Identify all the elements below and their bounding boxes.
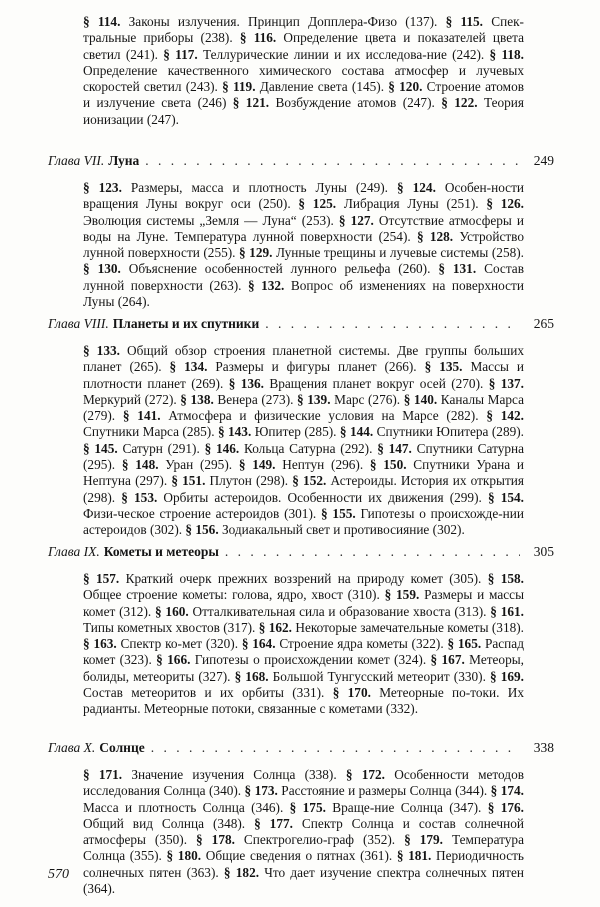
dot-leader <box>145 152 520 169</box>
chapter-heading <box>48 315 554 332</box>
chapter-number: Глава IX. <box>48 544 100 559</box>
toc-paragraph: § 123. Размеры, масса и плотность Луны (249). § 124. Особен-ности вращения Луны вокруг оси (250). § 125. Либрация Луны (251). § 126. Эволюция системы „Земля — Луна“ (253). § 127. Отсутствие атмосферы и воды на Луне. Температура лунной поверхности (254). § 128. Устройство лунной поверхности (255). § 129. Лунные трещины и лучевые системы (258). § 130. Объяснение особенностей лунного рельефа (260). § 131. Состав лунной поверхности (263). § 132. Вопрос об изменениях на поверхности Луны (264). <box>83 180 525 310</box>
chapter-number: Глава VII. <box>48 153 105 168</box>
chapter-heading <box>48 152 554 169</box>
chapter-title: Солнце <box>99 740 145 755</box>
chapter-number: Глава X. <box>48 740 96 755</box>
chapter-page-number: 338 <box>533 740 554 755</box>
toc-paragraph: § 133. Общий обзор строения планетной системы. Две группы больших планет (265). § 134. Размеры и фигуры планет (266). § 135. Массы и плотности планет (269). § 136. Вращения планет вокруг осей (270). § 137. Меркурий (272). § 138. Венера (273). § 139. Марс (276). § 140. Каналы Марса (279). § 141. Атмосфера и физические условия на Марсе (282). § 142. Спутники Марса (285). § 143. Юпитер (285). § 144. Спутники Юпитера (289). § 145. Сатурн (291). § 146. Кольца Сатурна (292). § 147. Спутники Сатурна (295). § 148. Уран (295). § 149. Нептун (296). § 150. Спутники Урана и Нептуна (297). § 151. Плутон (298). § 152. Астероиды. История их открытия (298). § 153. Орбиты астероидов. Особенности их движения (299). § 154. Физи-ческое строение астероидов (301). § 155. Гипотезы о происхожде-нии астероидов (302). § 156. Зодиакальный свет и противосияние (302). <box>83 343 525 538</box>
chapter-title: Луна <box>108 153 140 168</box>
chapter-heading <box>48 543 554 560</box>
toc-paragraph: § 171. Значение изучения Солнца (338). § 172. Особенности методов исследования Солнца (340). § 173. Расстояние и размеры Солнца (344). § 174. Масса и плотность Солнца (346). § 175. Враще-ние Солнца (347). § 176. Общий вид Солнца (348). § 177. Спектр Солнца и состав солнечной атмосферы (350). § 178. Спектрогелио-граф (352). § 179. Температура Солнца (355). § 180. Общие сведения о пятнах (361). § 181. Периодичность солнечных пятен (363). § 182. Что дает изучение спектра солнечных пятен (364). <box>83 767 525 897</box>
dot-leader <box>225 543 520 560</box>
chapter-page-number: 249 <box>533 153 554 168</box>
toc-paragraph: § 157. Краткий очерк прежних воззрений на природу комет (305). § 158. Общее строение кометы: голова, ядро, хвост (310). § 159. Размеры и массы комет (312). § 160. Отталкивательная сила и образование хвоста (313). § 161. Типы кометных хвостов (317). § 162. Некоторые замечательные кометы (318). § 163. Спектр ко-мет (320). § 164. Строение ядра кометы (322). § 165. Распад комет (323). § 166. Гипотезы о происхождении комет (324). § 167. Метеоры, болиды, метеориты (327). § 168. Большой Тунгусский метеорит (330). § 169. Состав метеоритов и их орбиты (331). § 170. Метеорные по-токи. Их радианты. Метеорные потоки, связанные с кометами (332). <box>83 571 525 717</box>
chapter-page-number: 305 <box>533 544 554 559</box>
chapter-number: Глава VIII. <box>48 316 109 331</box>
toc-paragraph: § 114. Законы излучения. Принцип Допплера-Физо (137). § 115. Спек-тральные приборы (238). § 116. Определение цвета и показателей цвета светил (241). § 117. Теллурические линии и их исследова-ние (242). § 118. Определение качественного химического состава атмосфер и лучевых скоростей светил (243). § 119. Давление света (145). § 120. Строение атомов и излучение света (246) § 121. Возбуждение атомов (247). § 122. Теория ионизации (247). <box>83 14 525 127</box>
chapter-title: Кометы и метеоры <box>103 544 219 559</box>
dot-leader <box>265 315 520 332</box>
chapter-heading <box>48 739 554 756</box>
page-number: 570 <box>48 867 69 882</box>
dot-leader <box>151 739 520 756</box>
chapter-title: Планеты и их спутники <box>112 316 260 331</box>
chapter-page-number: 265 <box>533 316 554 331</box>
